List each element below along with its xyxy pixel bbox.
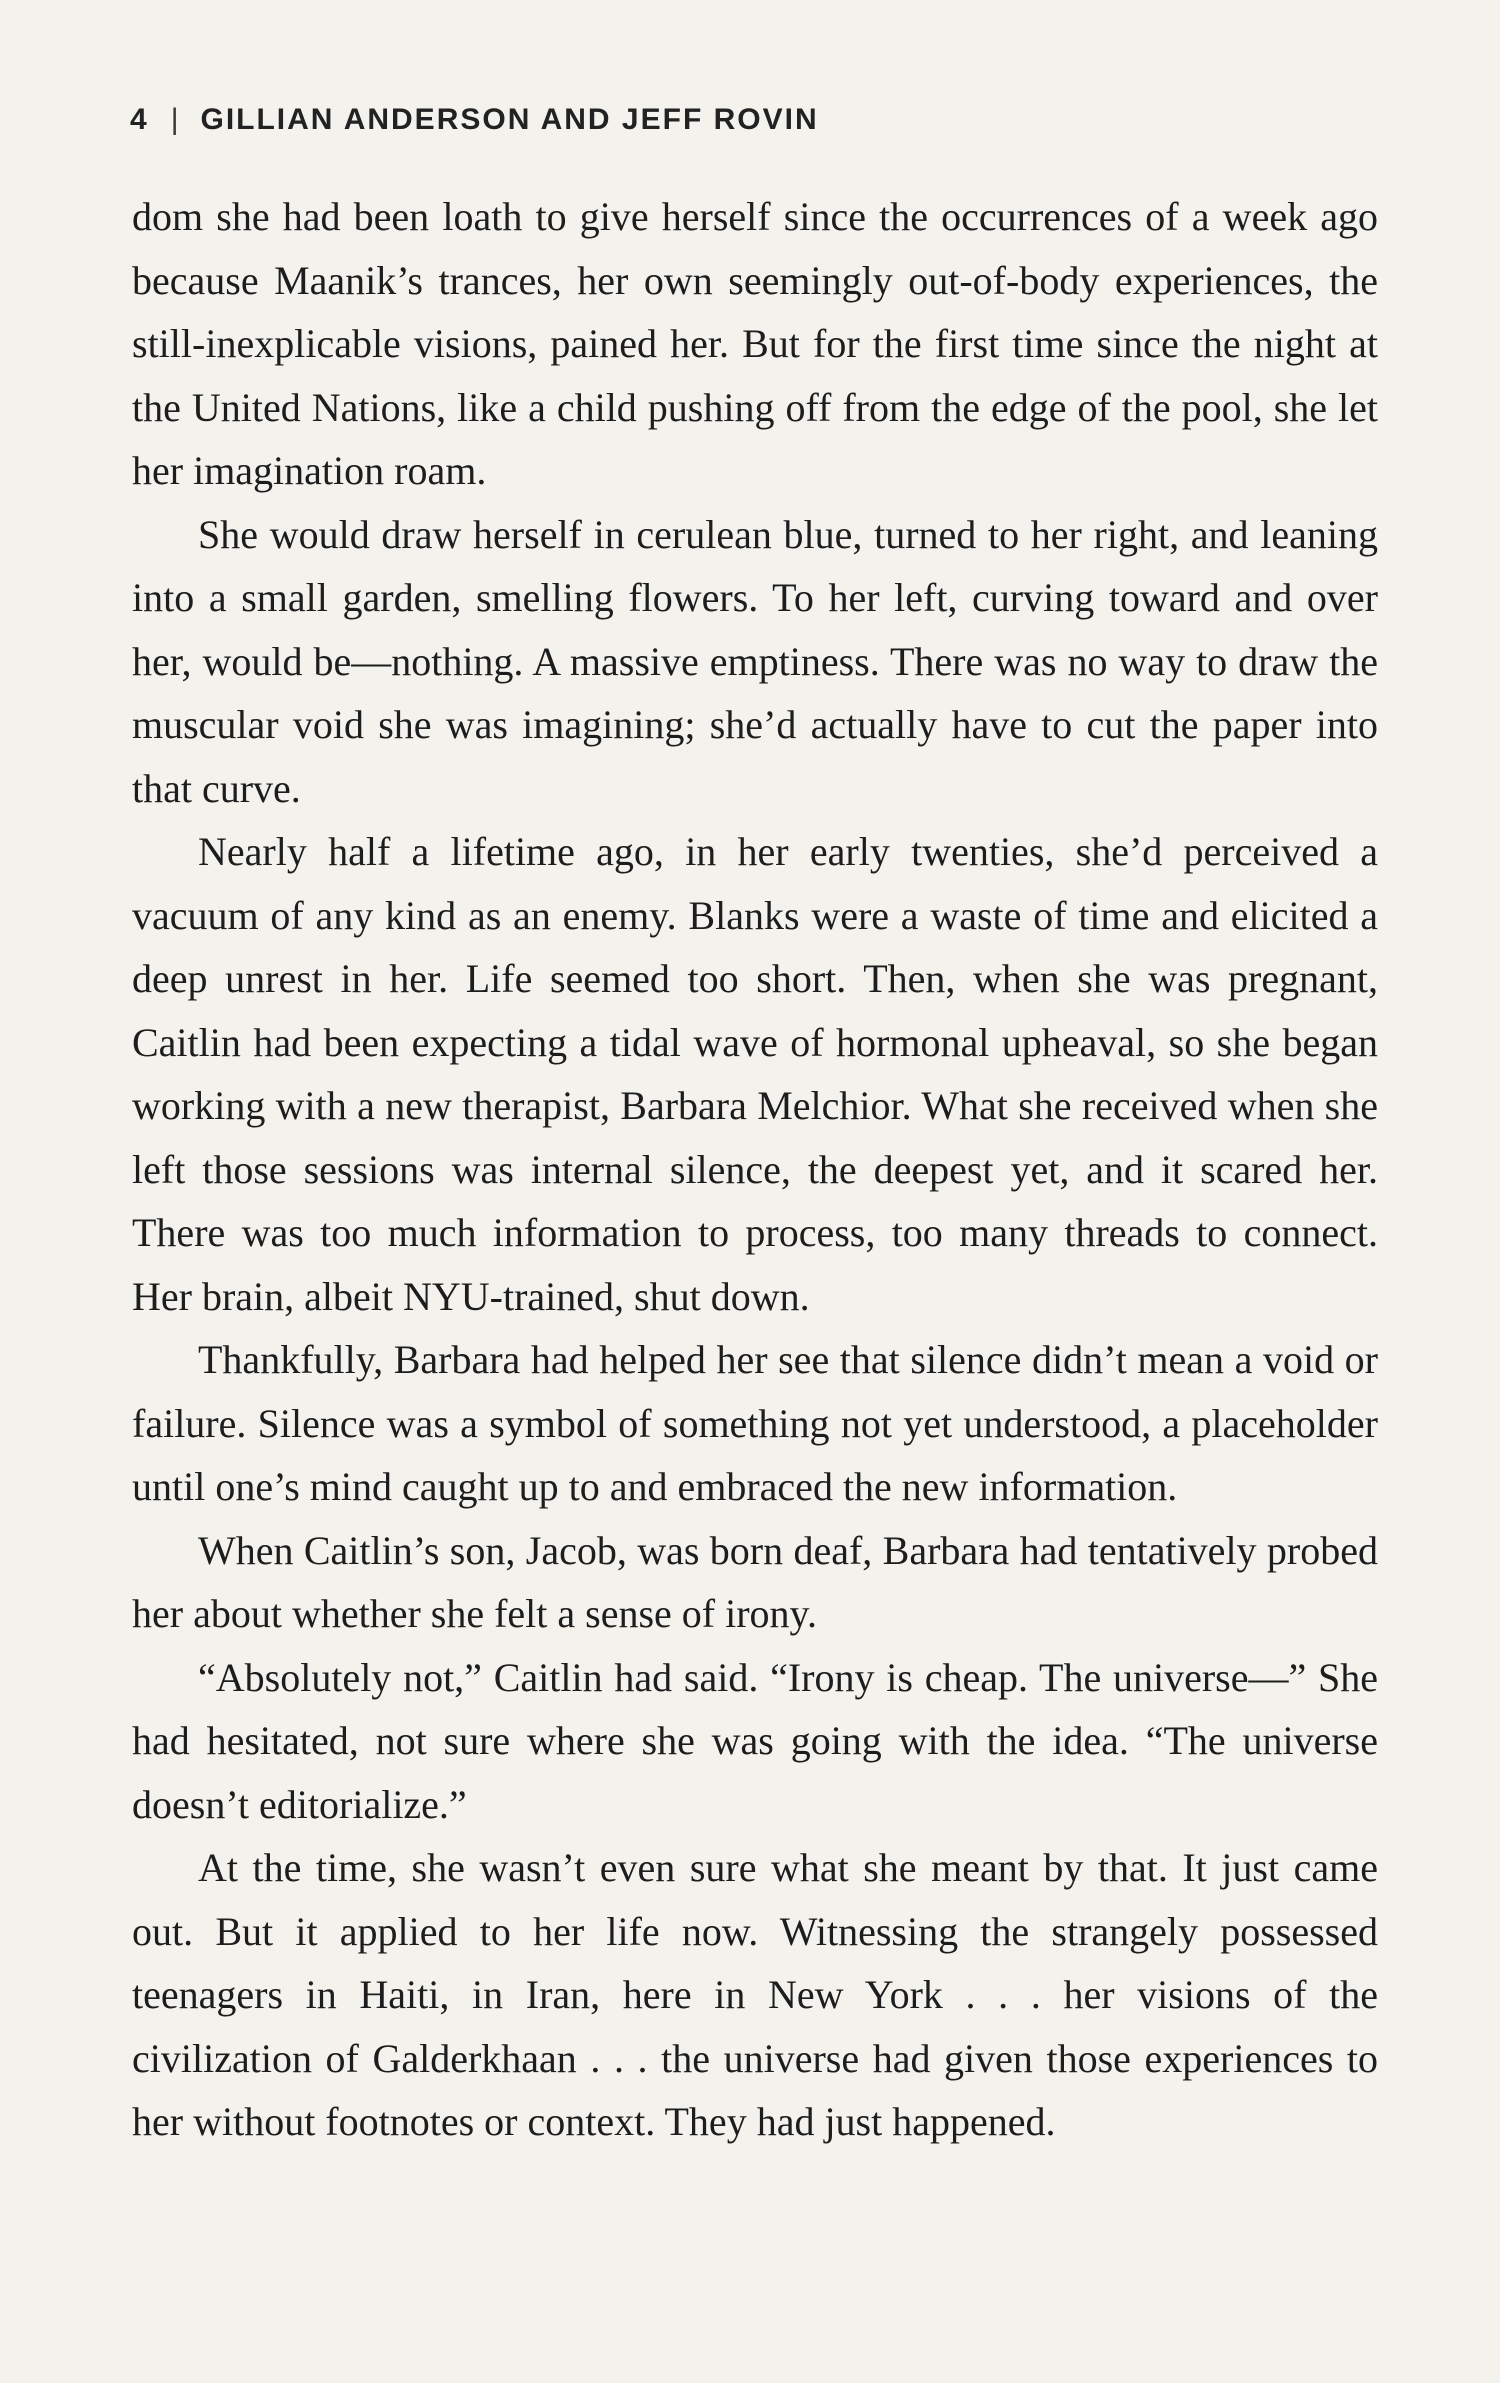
paragraph: Nearly half a lifetime ago, in her early twenties, she’d perceived a vacuum of any kind as an enemy. Blanks were a waste of time and elicited a deep unrest in her. Life seemed too short. Then, when she was pregnant, Caitlin had been expecting a tidal wave of hormonal upheaval, so she began working with a new therapist, Barbara Melchior. What she received when she left those sessions was internal silence, the deepest yet, and it scared her. There was too much information to process, too many threads to connect. Her brain, albeit NYU-trained, shut down.	[132, 829, 1378, 1319]
paragraph: “Absolutely not,” Caitlin had said. “Irony is cheap. The universe—” She had hesitated, not sure where she was going with the idea. “The universe doesn’t editorialize.”	[132, 1654, 1378, 1827]
paragraph: When Caitlin’s son, Jacob, was born deaf, Barbara had tentatively probed her about whether she felt a sense of irony.	[132, 1527, 1378, 1636]
running-title: GILLIAN ANDERSON AND JEFF ROVIN	[200, 103, 819, 136]
paragraph: She would draw herself in cerulean blue, turned to her right, and leaning into a small garden, smelling flowers. To her left, curving toward and over her, would be—nothing. A massive emptiness. There was no way to draw the muscular void she was imagining; she’d actually have to cut the paper into that curve.	[132, 511, 1378, 811]
paragraph-continued: dom she had been loath to give herself since the occurrences of a week ago because Maanik’s trances, her own seemingly out-of-body experiences, the still-inexplicable visions, pained her. But for the first time since the night at the United Nations, like a child pushing off from the edge of the pool, she let her imagination roam.	[132, 194, 1378, 493]
body-text	[132, 185, 1378, 2154]
header-separator: |	[170, 103, 179, 136]
page-number: 4	[130, 103, 149, 136]
paragraph: At the time, she wasn’t even sure what she meant by that. It just came out. But it applied to her life now. Witnessing the strangely possessed teenagers in Haiti, in Iran, here in New York . . . her visions of the civilization of Galderkhaan . . . the universe had given those experiences to her without footnotes or context. They had just happened.	[132, 1845, 1378, 2144]
paragraph: Thankfully, Barbara had helped her see that silence didn’t mean a void or failure. Silence was a symbol of something not yet understood, a placeholder until one’s mind caught up to and embraced the new information.	[132, 1337, 1378, 1509]
running-header	[130, 95, 819, 145]
